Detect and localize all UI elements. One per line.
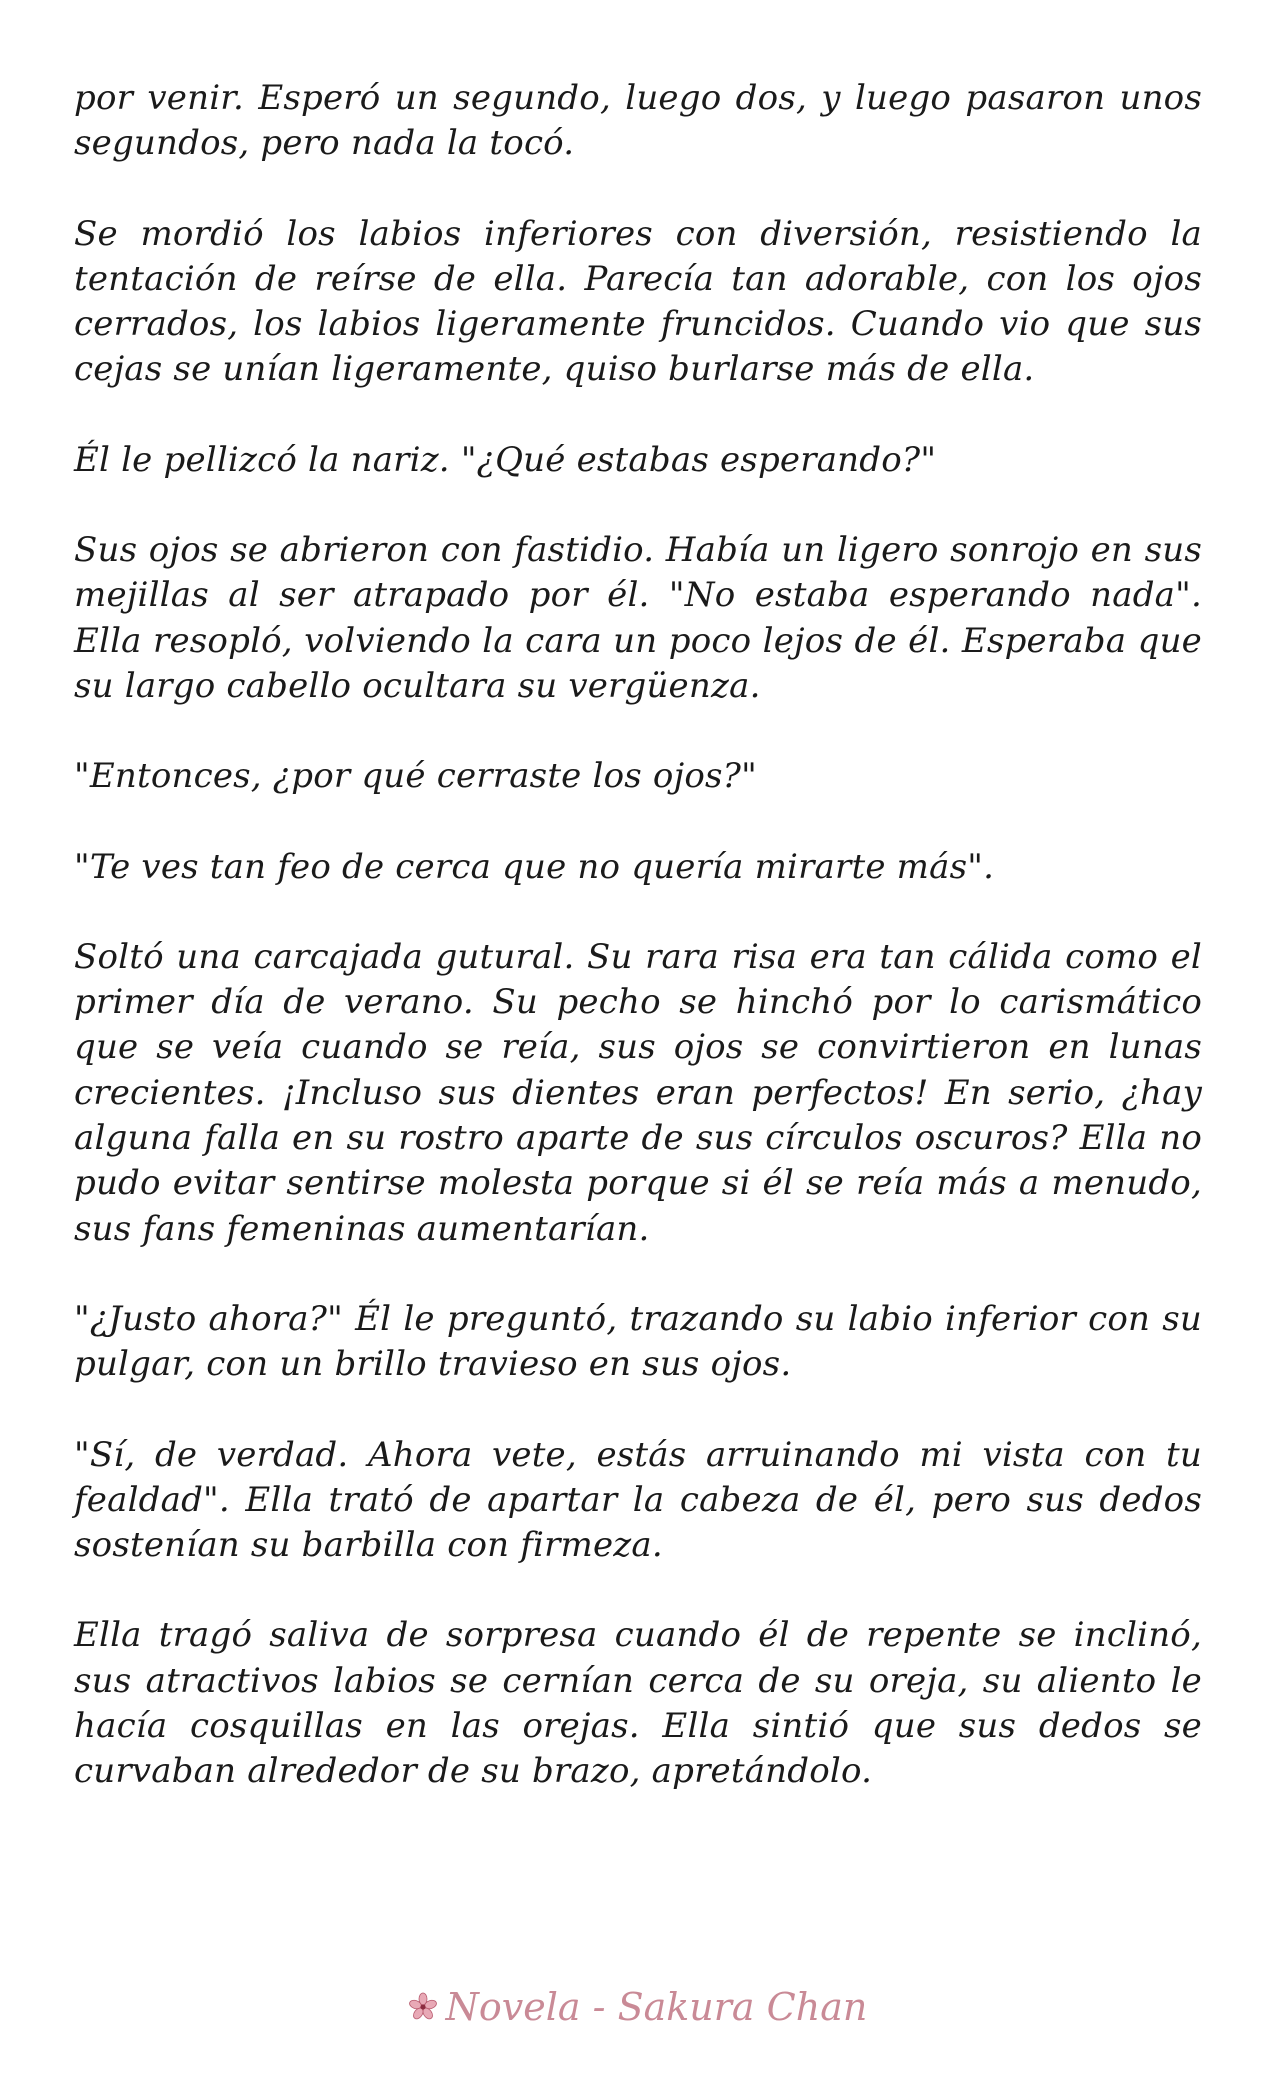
watermark <box>0 1985 1275 2029</box>
sakura-flower-icon <box>408 1992 438 2022</box>
paragraph: "Entonces, ¿por qué cerraste los ojos?" <box>74 756 757 797</box>
document-body <box>74 76 1202 1840</box>
paragraph: Soltó una carcajada gutural. Su rara risa era tan cálida como el primer día de verano. Su pecho se hinchó por lo carismático que se veía cuando se reía, sus ojos se convirtieron en lunas crecientes. ¡Incluso sus dientes eran perfectos! En serio, ¿hay alguna falla en su rostro aparte de sus círculos oscuros? Ella no pudo evitar sentirse molesta porque si él se reía más a menudo, sus fans femeninas aumentarían. <box>74 936 1202 1249</box>
paragraph: Él le pellizcó la nariz. "¿Qué estabas esperando?" <box>74 439 937 480</box>
paragraph: "¿Justo ahora?" Él le preguntó, trazando su labio inferior con su pulgar, con un brillo travieso en sus ojos. <box>74 1298 1202 1385</box>
watermark-text: Novela - Sakura Chan <box>445 1985 868 2029</box>
paragraph: Sus ojos se abrieron con fastidio. Había un ligero sonrojo en sus mejillas al ser atrapado por él. "No estaba esperando nada". Ella resopló, volviendo la cara un poco lejos de él. Esperaba que su largo cabello ocultara su vergüenza. <box>74 530 1202 706</box>
paragraph: "Te ves tan feo de cerca que no quería mirarte más". <box>74 846 995 887</box>
paragraph: "Sí, de verdad. Ahora vete, estás arruinando mi vista con tu fealdad". Ella trató de apartar la cabeza de él, pero sus dedos sostenían su barbilla con firmeza. <box>74 1434 1202 1566</box>
paragraph: Ella tragó saliva de sorpresa cuando él de repente se inclinó, sus atractivos labios se cernían cerca de su oreja, su aliento le hacía cosquillas en las orejas. Ella sintió que sus dedos se curvaban alrededor de su brazo, apretándolo. <box>74 1615 1202 1792</box>
paragraph: por venir. Esperó un segundo, luego dos, y luego pasaron unos segundos, pero nada la tocó. <box>74 78 1202 164</box>
paragraph: Se mordió los labios inferiores con diversión, resistiendo la tentación de reírse de ella. Parecía tan adorable, con los ojos cerrados, los labios ligeramente fruncidos. Cuando vio que sus cejas se unían ligeramente, quiso burlarse más de ella. <box>74 213 1202 390</box>
